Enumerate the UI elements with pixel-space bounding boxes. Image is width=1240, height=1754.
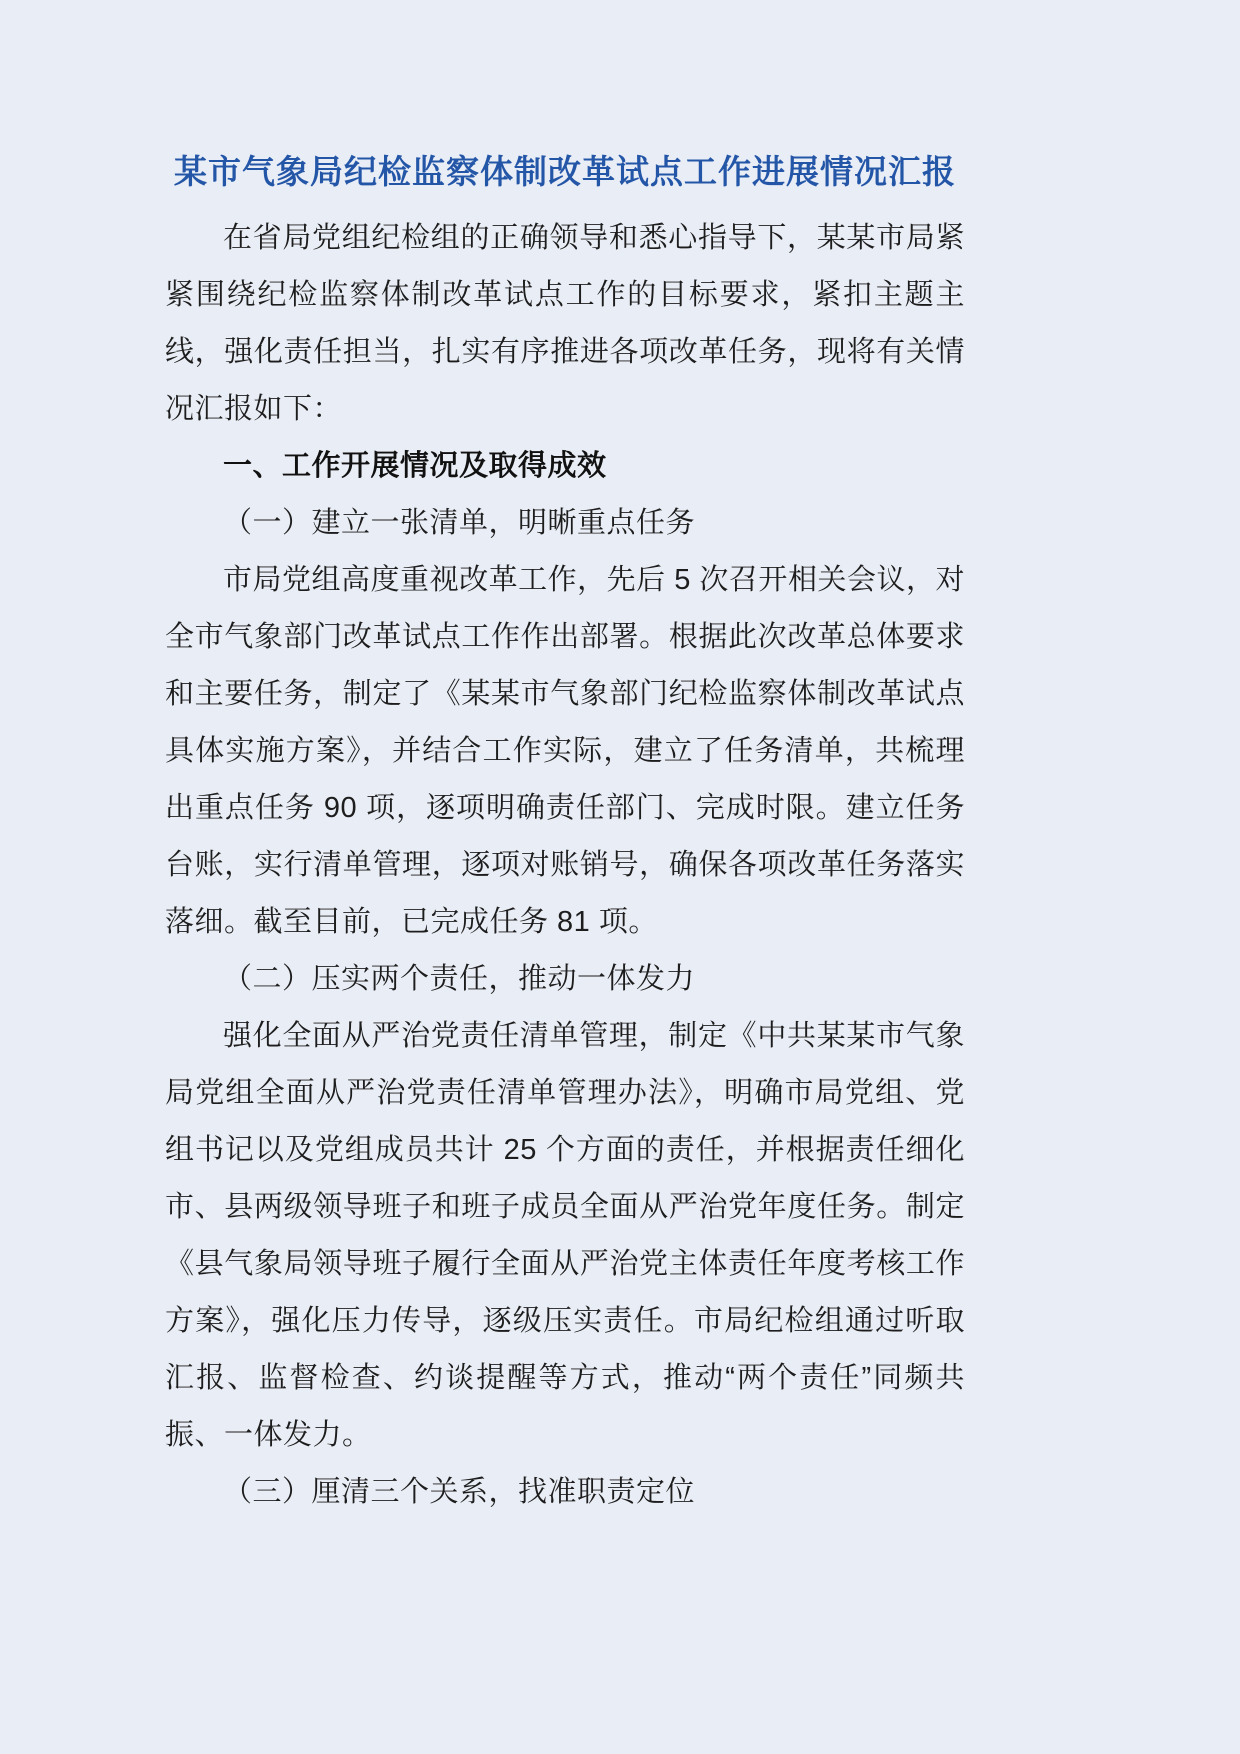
section-heading1: 一、工作开展情况及取得成效 bbox=[223, 450, 607, 482]
document-title: 某市气象局纪检监察体制改革试点工作进展情况汇报 bbox=[174, 153, 956, 190]
document-content bbox=[165, 148, 965, 1521]
section-heading2: （三）厘清三个关系，找准职责定位 bbox=[223, 1476, 696, 1508]
section-heading2: （一）建立一张清单，明晰重点任务 bbox=[223, 507, 696, 539]
document-body bbox=[165, 210, 965, 1521]
paragraph: 强化全面从严治党责任清单管理，制定《中共某某市气象局党组全面从严治党责任清单管理办法》，明确市局党组、党组书记以及党组成员共计 25 个方面的责任，并根据责任细化市、县两级领导班子和班子成员全面从严治党年度任务。制定《县气象局领导班子履行全面从严治党主体责任年度考核工作方案》，强化压力传导，逐级压实责任。市局纪检组通过听取汇报、监督检查、约谈提醒等方式，推动“两个责任”同频共振、一体发力。 bbox=[165, 1020, 965, 1451]
paragraph: 市局党组高度重视改革工作，先后 5 次召开相关会议，对全市气象部门改革试点工作作出部署。根据此次改革总体要求和主要任务，制定了《某某市气象部门纪检监察体制改革试点具体实施方案》，并结合工作实际，建立了任务清单，共梳理出重点任务 90 项，逐项明确责任部门、完成时限。建立任务台账，实行清单管理，逐项对账销号，确保各项改革任务落实落细。截至目前，已完成任务 81 项。 bbox=[165, 564, 965, 938]
section-heading2: （二）压实两个责任，推动一体发力 bbox=[223, 963, 696, 995]
paragraph: 在省局党组纪检组的正确领导和悉心指导下，某某市局紧紧围绕纪检监察体制改革试点工作的目标要求，紧扣主题主线，强化责任担当，扎实有序推进各项改革任务，现将有关情况汇报如下： bbox=[165, 222, 965, 425]
